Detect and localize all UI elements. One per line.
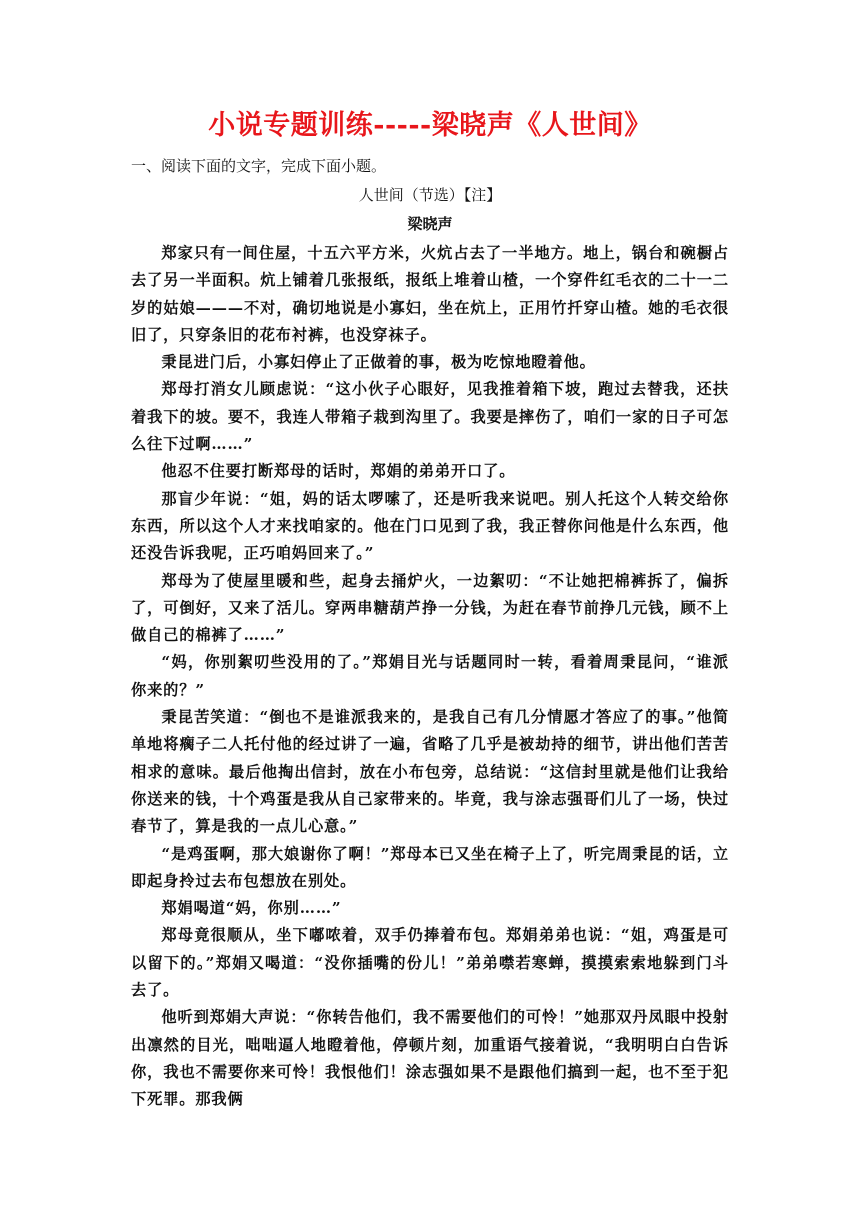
paragraph: 秉昆苦笑道：“倒也不是谁派我来的，是我自己有几分情愿才答应了的事。”他简单地将瘸子二人托付他的经过讲了一遍，省略了几乎是被劫持的细节，讲出他们苦苦相求的意味。最后他掏出信封，放在小布包旁，总结说：“这信封里就是他们让我给你送来的钱，十个鸡蛋是我从自己家带来的。毕竟，我与涂志强哥们儿了一场，快过春节了，算是我的一点儿心意。” — [131, 708, 729, 836]
document-title: 小说专题训练-----梁晓声《人世间》 — [208, 110, 652, 141]
paragraph: 秉昆进门后，小寡妇停止了正做着的事，极为吃惊地瞪着他。 — [161, 353, 596, 372]
paragraph: “是鸡蛋啊，那大娘谢你了啊！”郑母本已又坐在椅子上了，听完周秉昆的话，立即起身拎过去布包想放在别处。 — [131, 844, 729, 890]
paragraph: 他听到郑娟大声说：“你转告他们，我不需要他们的可怜！”她那双丹凤眼中投射出凛然的目光，咄咄逼人地瞪着他，停顿片刻，加重语气接着说，“我明明白白告诉你，我也不需要你来可怜！我恨他们！涂志强如果不是跟他们搞到一起，也不至于犯下死罪。那我俩 — [131, 1008, 729, 1109]
paragraph: 郑母为了使屋里暖和些，起身去捅炉火，一边絮叨：“不让她把棉裤拆了，偏拆了，可倒好，又来了活儿。穿两串糖葫芦挣一分钱，为赶在春节前挣几元钱，顾不上做自己的棉裤了……” — [131, 571, 729, 645]
passage-title: 人世间（节选）【注】 — [358, 186, 502, 204]
paragraph: 他忍不住要打断郑母的话时，郑娟的弟弟开口了。 — [161, 462, 516, 481]
paragraph: 郑家只有一间住屋，十五六平方米，火炕占去了一半地方。地上，锅台和碗橱占去了另一半面积。炕上铺着几张报纸，报纸上堆着山楂，一个穿件红毛衣的二十一二岁的姑娘———不对，确切地说是小寡妇，坐在炕上，正用竹扦穿山楂。她的毛衣很旧了，只穿条旧的花布衬裤，也没穿袜子。 — [131, 244, 729, 344]
question-instruction: 一、阅读下面的文字，完成下面小题。 — [131, 157, 387, 175]
passage-author: 梁晓声 — [407, 215, 453, 233]
paragraph: 郑母打消女儿顾虑说：“这小伙子心眼好，见我推着箱下坡，跑过去替我，还扶着我下的坡。要不，我连人带箱子栽到沟里了。我要是摔伤了，咱们一家的日子可怎么往下过啊……” — [131, 380, 729, 454]
passage-body — [131, 240, 729, 1114]
paragraph: 郑娟喝道“妈，你别……” — [161, 899, 342, 918]
paragraph: “妈，你别絮叨些没用的了。”郑娟目光与话题同时一转，看着周秉昆问，“谁派你来的？” — [131, 653, 729, 699]
paragraph: 那盲少年说：“姐，妈的话太啰嗦了，还是听我来说吧。别人托这个人转交给你东西，所以这个人才来找咱家的。他在门口见到了我，我正替你问他是什么东西，他还没告诉我呢，正巧咱妈回来了。” — [131, 489, 729, 563]
paragraph: 郑母竟很顺从，坐下嘟哝着，双手仍捧着布包。郑娟弟弟也说：“姐，鸡蛋是可以留下的。”郑娟又喝道：“没你插嘴的份儿！”弟弟噤若寒蝉，摸摸索索地躲到门斗去了。 — [131, 926, 729, 1000]
